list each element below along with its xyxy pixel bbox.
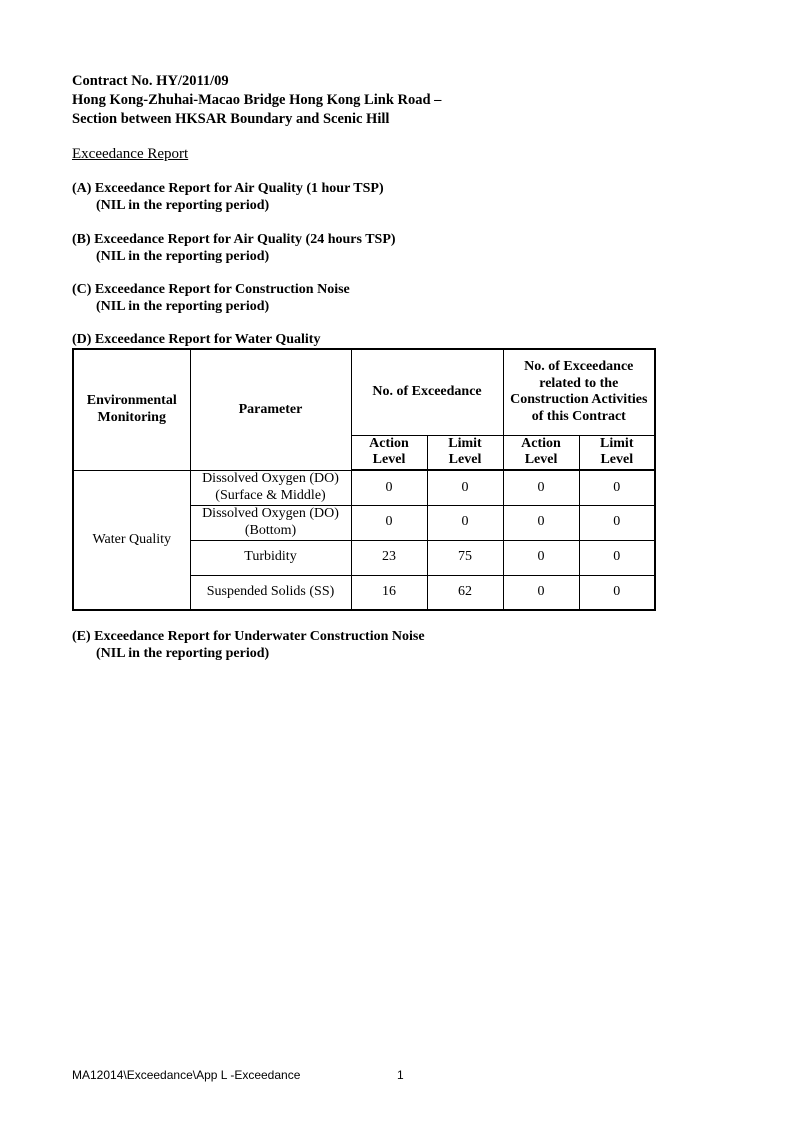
- section-a-note: (NIL in the reporting period): [96, 198, 270, 213]
- limit-level-count: 75: [427, 540, 503, 575]
- section-b-note: (NIL in the reporting period): [96, 249, 270, 264]
- related-action-level-count: 0: [503, 470, 579, 505]
- footer-file-path: MA12014\Exceedance\App L -Exceedance: [72, 1068, 301, 1082]
- action-level-count: 0: [351, 470, 427, 505]
- contract-number: Contract No. HY/2011/09: [72, 73, 229, 89]
- section-a-title: (A) Exceedance Report for Air Quality (1 hour TSP): [72, 181, 384, 196]
- water-quality-exceedance-table: [72, 348, 656, 611]
- header-related-limit-level: Limit Level: [579, 435, 655, 470]
- section-c-note: (NIL in the reporting period): [96, 299, 270, 314]
- parameter-qualifier: (Bottom): [244, 522, 297, 538]
- parameter-name: Dissolved Oxygen (DO): [202, 471, 339, 486]
- header-parameter: Parameter: [190, 349, 351, 470]
- limit-level-count: 0: [427, 505, 503, 540]
- parameter-name: Dissolved Oxygen (DO): [202, 506, 339, 521]
- document-header: [72, 72, 441, 129]
- related-action-level-count: 0: [503, 575, 579, 610]
- section-d: [72, 331, 320, 348]
- section-c: [72, 281, 350, 315]
- section-e-note: (NIL in the reporting period): [96, 646, 270, 661]
- header-no-of-exceedance-related: No. of Exceedance related to the Construction Activities of this Contract: [503, 349, 655, 435]
- parameter-cell: [190, 470, 351, 505]
- header-no-of-exceedance: No. of Exceedance: [351, 349, 503, 435]
- section-c-title: (C) Exceedance Report for Construction Noise: [72, 282, 350, 297]
- parameter-cell: Suspended Solids (SS): [190, 575, 351, 610]
- limit-level-count: 0: [427, 470, 503, 505]
- section-a: [72, 180, 384, 214]
- limit-level-count: 62: [427, 575, 503, 610]
- related-action-level-count: 0: [503, 505, 579, 540]
- project-title-line-2: Section between HKSAR Boundary and Scenic Hill: [72, 111, 390, 127]
- section-b-title: (B) Exceedance Report for Air Quality (24 hours TSP): [72, 232, 396, 247]
- parameter-cell: Turbidity: [190, 540, 351, 575]
- page-number: 1: [397, 1068, 404, 1082]
- action-level-count: 16: [351, 575, 427, 610]
- category-water-quality: Water Quality: [73, 470, 190, 610]
- parameter-qualifier: (Surface & Middle): [215, 487, 326, 503]
- parameter-cell: [190, 505, 351, 540]
- project-title-line-1: Hong Kong-Zhuhai-Macao Bridge Hong Kong Link Road –: [72, 92, 442, 108]
- header-limit-level: Limit Level: [427, 435, 503, 470]
- section-e-title: (E) Exceedance Report for Underwater Construction Noise: [72, 629, 425, 644]
- action-level-count: 23: [351, 540, 427, 575]
- related-action-level-count: 0: [503, 540, 579, 575]
- header-environmental-monitoring: Environmental Monitoring: [73, 349, 190, 470]
- related-limit-level-count: 0: [579, 470, 655, 505]
- related-limit-level-count: 0: [579, 505, 655, 540]
- header-related-action-level: Action Level: [503, 435, 579, 470]
- section-e: [72, 628, 425, 662]
- report-title: Exceedance Report: [72, 146, 189, 162]
- action-level-count: 0: [351, 505, 427, 540]
- related-limit-level-count: 0: [579, 540, 655, 575]
- related-limit-level-count: 0: [579, 575, 655, 610]
- table-row: [73, 470, 655, 505]
- section-b: [72, 231, 396, 265]
- section-d-title: (D) Exceedance Report for Water Quality: [72, 332, 321, 347]
- header-action-level: Action Level: [351, 435, 427, 470]
